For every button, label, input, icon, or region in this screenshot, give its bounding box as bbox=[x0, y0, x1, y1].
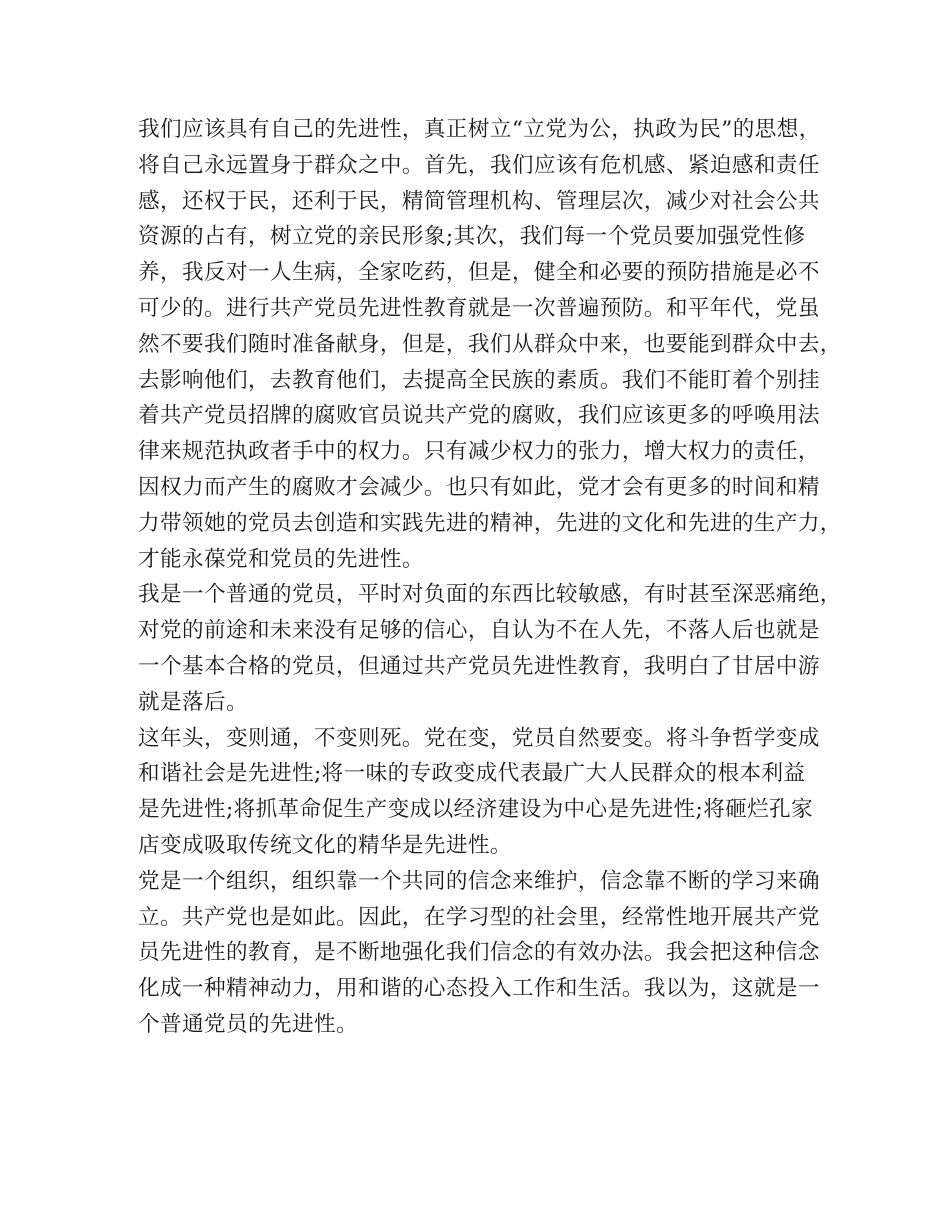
text-line: 立。共产党也是如此。因此，在学习型的社会里，经常性地开展共产党 bbox=[138, 904, 820, 930]
text-line: 因权力而产生的腐败才会减少。也只有如此，党才会有更多的时间和精 bbox=[138, 474, 820, 500]
text-line: 将自己永远置身于群众之中。首先，我们应该有危机感、紧迫感和责任 bbox=[138, 152, 820, 178]
text-line: 去影响他们，去教育他们，去提高全民族的素质。我们不能盯着个别挂 bbox=[138, 367, 820, 393]
text-line: 这年头，变则通，不变则死。党在变，党员自然要变。将斗争哲学变成 bbox=[138, 725, 820, 751]
text-line: 然不要我们随时准备献身，但是，我们从群众中来，也要能到群众中去， bbox=[138, 331, 842, 357]
text-line: 一个基本合格的党员，但通过共产党员先进性教育，我明白了甘居中游 bbox=[138, 653, 820, 679]
text-line: 着共产党员招牌的腐败官员说共产党的腐败，我们应该更多的呼唤用法 bbox=[138, 403, 820, 429]
text-line: 和谐社会是先进性;将一味的专政变成代表最广大人民群众的根本利益 bbox=[138, 761, 806, 787]
text-line: 是先进性;将抓革命促生产变成以经济建设为中心是先进性;将砸烂孔家 bbox=[138, 797, 814, 823]
text-line: 党是一个组织，组织靠一个共同的信念来维护，信念靠不断的学习来确 bbox=[138, 868, 820, 894]
text-line: 力带领她的党员去创造和实践先进的精神，先进的文化和先进的生产力， bbox=[138, 510, 842, 536]
text-line: 律来规范执政者手中的权力。只有减少权力的张力，增大权力的责任， bbox=[138, 439, 820, 465]
text-line: 我是一个普通的党员，平时对负面的东西比较敏感，有时甚至深恶痛绝， bbox=[138, 582, 842, 608]
text-line: 化成一种精神动力，用和谐的心态投入工作和生活。我以为，这就是一 bbox=[138, 976, 820, 1002]
text-line: 我们应该具有自己的先进性，真正树立“立党为公，执政为民”的思想， bbox=[138, 117, 821, 142]
text-line: 养，我反对一人生病，全家吃药，但是，健全和必要的预防措施是必不 bbox=[138, 260, 820, 286]
text-line: 就是落后。 bbox=[138, 689, 248, 715]
text-line: 感，还权于民，还利于民，精简管理机构、管理层次，减少对社会公共 bbox=[138, 188, 820, 214]
text-line: 可少的。进行共产党员先进性教育就是一次普遍预防。和平年代，党虽 bbox=[138, 295, 820, 321]
paragraph-4 bbox=[138, 864, 828, 1043]
paragraph-2 bbox=[138, 577, 842, 720]
text-line: 才能永葆党和党员的先进性。 bbox=[138, 546, 424, 572]
text-line: 对党的前途和未来没有足够的信心，自认为不在人先，不落人后也就是 bbox=[138, 618, 820, 644]
text-line: 资源的占有，树立党的亲民形象;其次，我们每一个党员要加强党性修 bbox=[138, 224, 806, 250]
document-body bbox=[138, 112, 842, 1043]
paragraph-1 bbox=[138, 112, 842, 577]
text-line: 个普通党员的先进性。 bbox=[138, 1011, 358, 1037]
text-line: 员先进性的教育，是不断地强化我们信念的有效办法。我会把这种信念 bbox=[138, 940, 820, 966]
paragraph-3 bbox=[138, 721, 828, 864]
text-line: 店变成吸取传统文化的精华是先进性。 bbox=[138, 832, 512, 858]
